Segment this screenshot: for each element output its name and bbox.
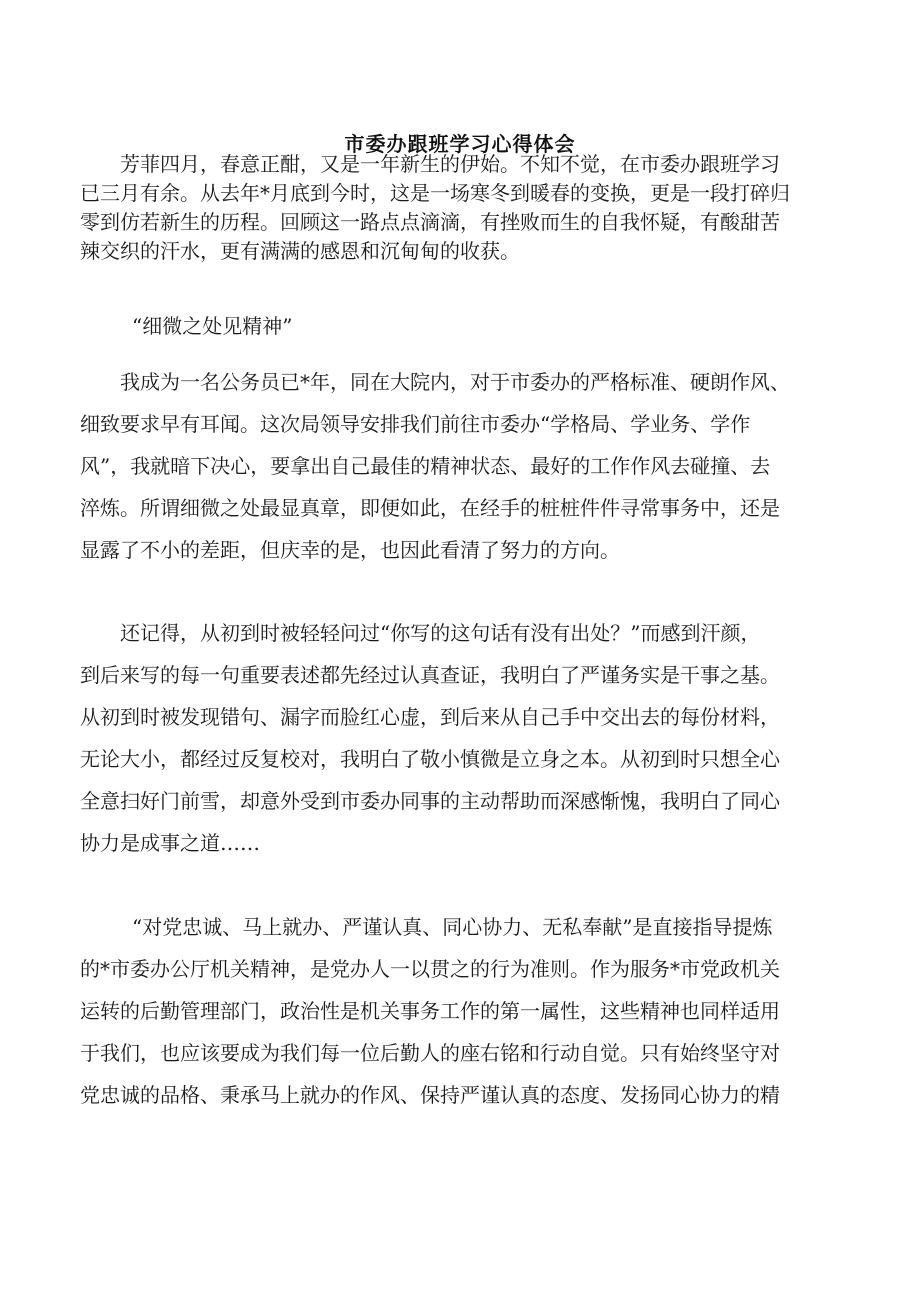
- paragraph-line: 还记得，从初到时被轻轻问过“你写的这句话有没有出处？”而感到汗颜，: [120, 621, 761, 645]
- paragraph-line: 细致要求早有耳闻。这次局领导安排我们前往市委办“学格局、学业务、学作: [80, 412, 751, 436]
- paragraph-line: 党忠诚的品格、秉承马上就办的作风、保持严谨认真的态度、发扬同心协力的精: [80, 1083, 780, 1107]
- paragraph-line: 无论大小，都经过反复校对，我明白了敬小慎微是立身之本。从初到时只想全心: [80, 747, 780, 771]
- paragraph-line: 淬炼。所谓细微之处最显真章，即便如此，在经手的桩桩件件寻常事务中，还是: [80, 496, 780, 520]
- paragraph-line: 协力是成事之道……: [80, 831, 260, 855]
- paragraph-two: [80, 361, 842, 571]
- paragraph-line: 到后来写的每一句重要表述都先经过认真查证，我明白了严谨务实是干事之基。: [80, 663, 780, 687]
- section-heading-text: “细微之处见精神”: [132, 314, 293, 338]
- paragraph-line: 我成为一名公务员已*年，同在大院内，对于市委办的严格标准、硬朗作风、: [120, 370, 790, 394]
- paragraph-line: 零到仿若新生的历程。回顾这一路点点滴滴，有挫败而生的自我怀疑，有酸甜苦: [80, 210, 780, 234]
- paragraph-three: [80, 612, 842, 864]
- paragraph-line: “对党忠诚、马上就办、严谨认真、同心协力、无私奉献”是直接指导提炼: [132, 915, 773, 939]
- paragraph-line: 已三月有余。从去年*月底到今时，这是一场寒冬到暖春的变换，更是一段打碎归: [80, 181, 790, 205]
- paragraph-line: 于我们，也应该要成为我们每一位后勤人的座右铭和行动自觉。只有始终坚守对: [80, 1041, 780, 1065]
- paragraph-line: 显露了不小的差距，但庆幸的是，也因此看清了努力的方向。: [80, 538, 620, 562]
- document-title: 市委办跟班学习心得体会: [344, 132, 576, 156]
- paragraph-line: 芳菲四月，春意正酣，又是一年新生的伊始。不知不觉，在市委办跟班学习: [120, 152, 780, 176]
- paragraph-line: 的*市委办公厅机关精神，是党办人一以贯之的行为准则。作为服务*市党政机关: [80, 957, 780, 981]
- paragraph-four: [80, 906, 842, 1116]
- paragraph-line: 从初到时被发现错句、漏字而脸红心虚，到后来从自己手中交出去的每份材料，: [80, 705, 780, 729]
- paragraph-line: 风”，我就暗下决心，要拿出自己最佳的精神状态、最好的工作作风去碰撞、去: [80, 454, 771, 478]
- paragraph-line: 全意扫好门前雪，却意外受到市委办同事的主动帮助而深感惭愧，我明白了同心: [80, 789, 780, 813]
- paragraph-line: 辣交织的汗水，更有满满的感恩和沉甸甸的收获。: [80, 239, 520, 263]
- section-heading: [80, 312, 842, 341]
- paragraph-intro: [80, 150, 842, 266]
- paragraph-line: 运转的后勤管理部门，政治性是机关事务工作的第一属性，这些精神也同样适用: [80, 999, 780, 1023]
